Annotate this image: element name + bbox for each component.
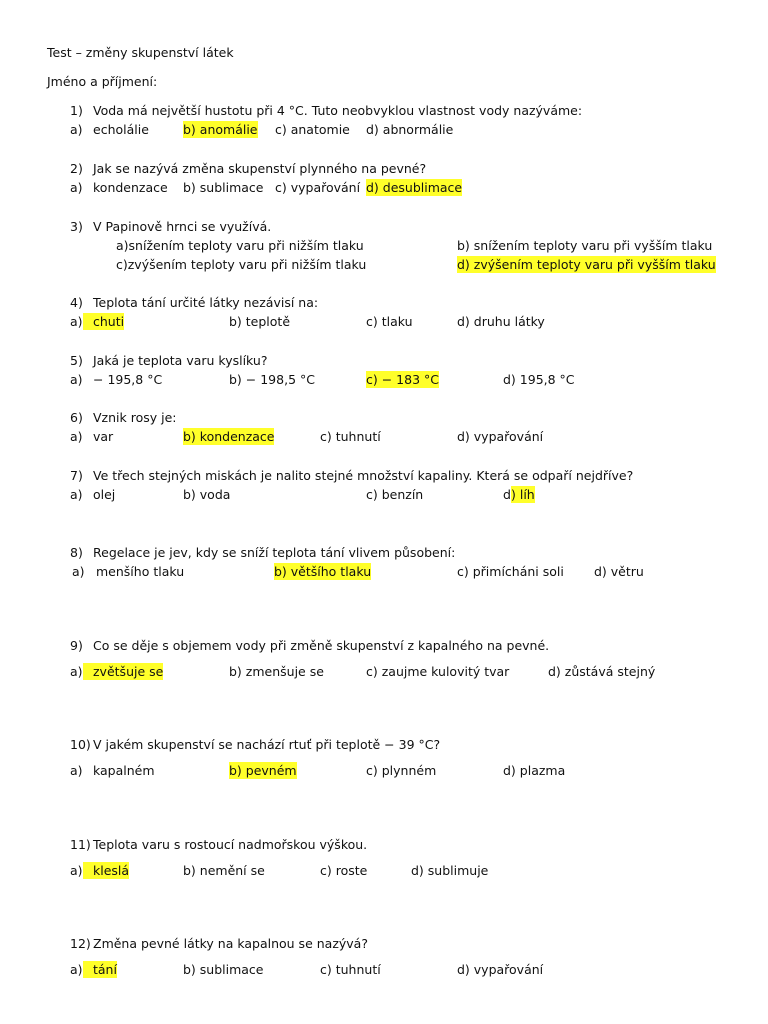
answer-letter: a) — [70, 122, 83, 137]
answer-letter: a) — [70, 763, 83, 778]
answer-option: var — [93, 429, 114, 444]
answer-option: c) vypařování — [275, 180, 361, 195]
correct-answer: b) kondenzace — [183, 429, 275, 444]
answer-option: b) voda — [183, 487, 231, 502]
answer-letter: a) — [70, 962, 83, 977]
correct-answer: d) desublimace — [366, 180, 463, 195]
question-number: 3) — [70, 219, 83, 234]
answer-option: d) 195,8 °C — [503, 372, 575, 387]
page-title: Test – změny skupenství látek — [47, 45, 234, 60]
question-text: Regelace je jev, kdy se sníží teplota tání vlivem působení: — [93, 545, 456, 560]
answer-option: d) větru — [594, 564, 644, 579]
answer-option: b) snížením teploty varu při vyšším tlaku — [457, 238, 713, 253]
question-number: 2) — [70, 161, 83, 176]
answer-letter: a) — [70, 314, 83, 329]
answer-letter: a) — [70, 429, 83, 444]
correct-answer: zvětšuje se — [83, 663, 163, 680]
answer-option: c) přimícháni soli — [457, 564, 564, 579]
answer-option: b) teplotě — [229, 314, 291, 329]
correct-answer: chuti — [83, 313, 124, 330]
answer-option: c) tlaku — [366, 314, 413, 329]
answer-option: c) tuhnutí — [320, 429, 381, 444]
answer-letter: a) — [70, 863, 83, 878]
answer-option: d) zůstává stejný — [548, 664, 656, 679]
correct-answer: d) zvýšením teploty varu při vyšším tlaku — [457, 257, 716, 272]
answer-option: c) anatomie — [275, 122, 350, 137]
question-text: Co se děje s objemem vody při změně skupenství z kapalného na pevné. — [93, 638, 550, 653]
answer-option: d) vypařování — [457, 962, 544, 977]
question-number: 5) — [70, 353, 83, 368]
question-number: 12) — [70, 936, 91, 951]
question-number: 7) — [70, 468, 83, 483]
answer-option: b) nemění se — [183, 863, 265, 878]
correct-answer: c) − 183 °C — [366, 372, 439, 387]
answer-option: olej — [93, 487, 116, 502]
correct-answer: kleslá — [83, 862, 129, 879]
question-text: Jaká je teplota varu kyslíku? — [93, 353, 268, 368]
answer-letter: a) — [70, 487, 83, 502]
question-text: Teplota varu s rostoucí nadmořskou výškou. — [93, 837, 368, 852]
answer-option: b) sublimace — [183, 962, 264, 977]
answer-option: d) sublimuje — [411, 863, 489, 878]
correct-answer: b) anomálie — [183, 122, 258, 137]
answer-option: c) zaujme kulovitý tvar — [366, 664, 510, 679]
answer-option: c)zvýšením teploty varu při nižším tlaku — [116, 257, 367, 272]
answer-option: c) tuhnutí — [320, 962, 381, 977]
correct-answer: b) většího tlaku — [274, 564, 372, 579]
question-text: Vznik rosy je: — [93, 410, 177, 425]
question-number: 10) — [70, 737, 91, 752]
question-text: Voda má největší hustotu při 4 °C. Tuto neobvyklou vlastnost vody nazýváme: — [93, 103, 583, 118]
answer-letter: a) — [70, 372, 83, 387]
question-number: 1) — [70, 103, 83, 118]
question-number: 6) — [70, 410, 83, 425]
answer-option: c) benzín — [366, 487, 424, 502]
question-text: Ve třech stejných miskách je nalito stejné množství kapaliny. Která se odpaří nejdříve? — [93, 468, 634, 483]
answer-option: b) zmenšuje se — [229, 664, 324, 679]
correct-answer: ) líh — [511, 487, 535, 502]
correct-answer: b) pevném — [229, 763, 297, 778]
name-label: Jméno a příjmení: — [47, 74, 158, 89]
question-text: Jak se nazývá změna skupenství plynného na pevné? — [93, 161, 427, 176]
question-number: 11) — [70, 837, 91, 852]
answer-option: menšího tlaku — [96, 564, 185, 579]
question-text: V jakém skupenství se nachází rtuť při teplotě − 39 °C? — [93, 737, 441, 752]
answer-option: d) abnormálie — [366, 122, 454, 137]
answer-letter: a) — [70, 664, 83, 679]
answer-option: − 195,8 °C — [93, 372, 163, 387]
answer-option: a)snížením teploty varu při nižším tlaku — [116, 238, 364, 253]
answer-option: kondenzace — [93, 180, 168, 195]
question-text: Změna pevné látky na kapalnou se nazývá? — [93, 936, 368, 951]
answer-option: d) plazma — [503, 763, 566, 778]
answer-letter: a) — [70, 180, 83, 195]
answer-option: kapalném — [93, 763, 155, 778]
question-text: Teplota tání určité látky nezávisí na: — [93, 295, 319, 310]
question-number: 4) — [70, 295, 83, 310]
answer-option: c) roste — [320, 863, 368, 878]
answer-option: b) sublimace — [183, 180, 264, 195]
question-text: V Papinově hrnci se využívá. — [93, 219, 272, 234]
question-number: 8) — [70, 545, 83, 560]
answer-letter: d — [503, 487, 511, 502]
answer-option: d) vypařování — [457, 429, 544, 444]
answer-letter: a) — [72, 564, 85, 579]
answer-option: c) plynném — [366, 763, 437, 778]
question-number: 9) — [70, 638, 83, 653]
answer-option: d) druhu látky — [457, 314, 545, 329]
answer-option: echolálie — [93, 122, 149, 137]
correct-answer: tání — [83, 961, 117, 978]
answer-option: b) − 198,5 °C — [229, 372, 315, 387]
